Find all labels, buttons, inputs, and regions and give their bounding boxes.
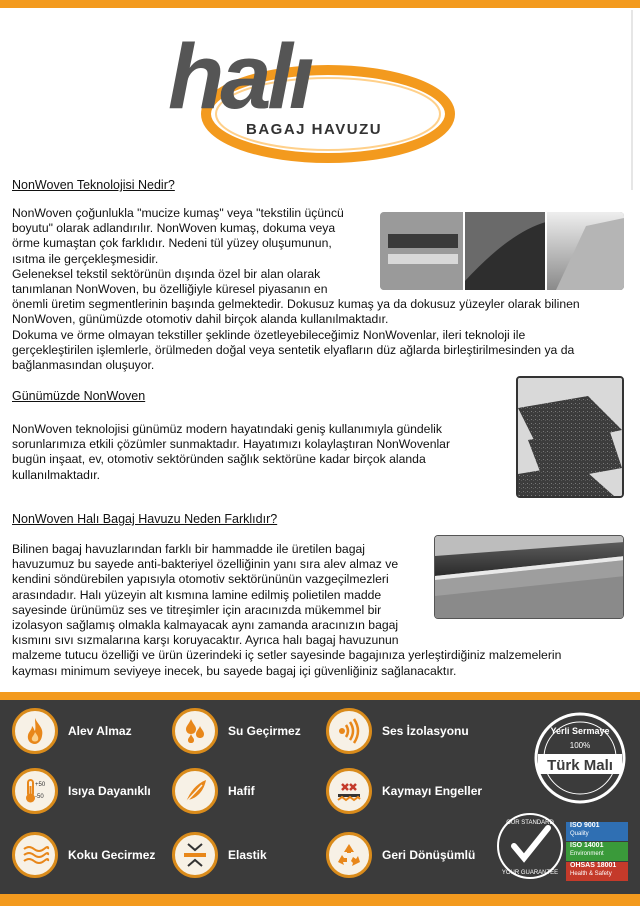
checkmark-icon: [514, 828, 548, 858]
thermo-plus: +50: [35, 782, 46, 788]
thermo-minus: -50: [35, 794, 44, 800]
feature-label: Kaymayı Engeller: [382, 784, 483, 798]
feature-odor-proof: [12, 832, 155, 878]
guarantee-top-text: OUR STANDARD: [506, 820, 554, 826]
section2-line: sorunlarımıza etkili çözümler sunmaktadır. Hayatımızı kolaylaştıran NonWovenlar: [12, 437, 451, 452]
recycle-icon: [326, 832, 372, 878]
feature-heat-resistant: [12, 768, 151, 814]
feature-label: Isıya Dayanıklı: [68, 784, 151, 798]
section3-line: kısmını sıvı sızmalarına karşı koruyacaktır. Ayrıca halı bagaj havuzunun: [12, 633, 399, 648]
section1-line: tanımlanan NonWoven, bu özelliğiyle küresel piyasanın en: [12, 282, 328, 297]
section3-line: malzeme tutucu özelliği ve ürün üzerindeki iç setler sayesinde bagajınıza yerleştirdiğiniz malzemelerin: [12, 648, 562, 663]
seal-percent: 100%: [569, 741, 591, 750]
section3-heading: NonWoven Halı Bagaj Havuzu Neden Farklıdır?: [12, 512, 278, 526]
section1-line: gerçekleştirilen işlemlerle, örülmeden doğal veya sentetik elyafların düz ağlarda birleştirilmesinden ya da: [12, 342, 575, 357]
section2-line: bugün inşaat, ev, otomotiv sektöründen sağlık sektörüne kadar birçok alanda: [12, 452, 426, 467]
feather-icon: [172, 768, 218, 814]
section2-line: NonWoven teknolojisi günümüz modern hayatındaki geniş kullanımıyla gündelik: [12, 422, 442, 436]
feature-label: Elastik: [228, 848, 267, 862]
top-accent-bar: [0, 0, 640, 8]
feature-label: Koku Gecirmez: [68, 848, 156, 862]
iso-14001-badge: [566, 842, 628, 861]
iso-certificates: [566, 822, 628, 882]
guarantee-badge: [494, 810, 566, 882]
feature-label: Ses İzolasyonu: [382, 724, 469, 738]
section1-line: Dokuma ve örme olmayan tekstiller şeklinde özetleyebileceğimiz NonWovenlar, ileri teknoloji ile: [12, 327, 526, 342]
section3-line: kendini söndürebilen yapısıyla otomotiv sektörününün vazgeçilmezleri: [12, 572, 389, 587]
anti-slip-icon: [326, 768, 372, 814]
guarantee-bottom-text: YOUR GUARANTEE: [501, 870, 559, 876]
ohsas-18001-badge: [566, 862, 628, 881]
seal-top-text: Yerli Sermaye: [550, 726, 610, 736]
panel-accent-top: [0, 692, 640, 700]
feature-fire-resistant: [12, 708, 132, 754]
brand-logo: [160, 30, 460, 170]
section1-line: NonWoven, günümüzde otomotiv dahil birçok alanda kullanılmaktadır.: [12, 312, 389, 327]
iso-desc: Health & Safety: [570, 871, 612, 877]
iso-9001-badge: [566, 822, 628, 841]
section3-line: havuzumuz bu sayede anti-bakteriyel özelliğinin yanı sıra alev almaz ve: [12, 557, 399, 572]
nonwoven-sheets-photo: [516, 376, 624, 498]
flame-icon: [12, 708, 58, 754]
feature-sound-insulation: [326, 708, 469, 754]
feature-waterproof: [172, 708, 301, 754]
sound-waves-icon: [326, 708, 372, 754]
section3-line: kayması minimum seviyeye inecek, bu sayede bagaj içi güvenliğiniz sağlanacaktır.: [12, 663, 457, 678]
iso-desc: Environment: [570, 851, 604, 857]
section1-line: bağlanmasından oluşuyor.: [12, 358, 155, 373]
iso-code: ISO 9001: [570, 822, 600, 829]
section1-line: örme kumaştan çok farklıdır. Nedeni tül yüzey oluşumunun,: [12, 236, 332, 251]
logo-wordmark: halı: [168, 30, 311, 128]
feature-label: Alev Almaz: [68, 724, 132, 738]
section1-heading: NonWoven Teknolojisi Nedir?: [12, 178, 175, 192]
water-drops-icon: [172, 708, 218, 754]
iso-desc: Quality: [570, 831, 589, 837]
section1-line: NonWoven çoğunlukla "mucize kumaş" veya "tekstilin üçüncü: [12, 206, 344, 220]
production-line-photo: [380, 212, 624, 290]
section3-line: sayesinde ürünümüz ses ve titreşimler için aracınızda mükemmel bir: [12, 602, 382, 617]
feature-label: Su Geçirmez: [228, 724, 301, 738]
feature-anti-slip: [326, 768, 482, 814]
feature-recyclable: [326, 832, 475, 878]
elastic-arrows-icon: [172, 832, 218, 878]
section1-line: Geleneksel tekstil sektörünün dışında özel bir alan olarak: [12, 266, 321, 281]
section2-body: [12, 422, 450, 483]
odor-waves-icon: [12, 832, 58, 878]
section2-line: kullanılmaktadır.: [12, 467, 101, 482]
feature-label: Hafif: [228, 784, 255, 798]
section3-line: Bilinen bagaj havuzlarından farklı bir hammadde ile üretilen bagaj: [12, 542, 365, 556]
feature-lightweight: [172, 768, 255, 814]
turk-mali-seal: [532, 710, 628, 806]
logo-graphic: [160, 30, 460, 170]
feature-elastic: [172, 832, 267, 878]
feature-label: Geri Dönüşümlü: [382, 848, 476, 862]
section1-line: ısıtma ile gerçekleşmesidir.: [12, 251, 159, 266]
iso-code: ISO 14001: [570, 842, 604, 849]
panel-accent-bottom: [0, 894, 640, 906]
scrollbar-track: [631, 10, 633, 190]
section2-heading: Günümüzde NonWoven: [12, 389, 146, 403]
section1-line: boyutu" olarak adlandırılır. NonWoven kumaş, dokuma veya: [12, 221, 336, 236]
logo-tagline: BAGAJ HAVUZU: [246, 121, 383, 138]
carpet-layer-photo: [434, 535, 624, 619]
thermometer-icon: [12, 768, 58, 814]
features-panel: [0, 692, 640, 906]
section1-line: önemli üretim segmentlerinin başında gelmektedir. Dokusuz kumaş ya da dokusuz yüzeyler olarak bilinen: [12, 297, 580, 312]
iso-code: OHSAS 18001: [570, 862, 617, 869]
section3-line: izolasyon sağlamış olmakla kalmayacak aynı zamanda aracınızın bagaj: [12, 618, 399, 633]
seal-main-text: Türk Malı: [547, 757, 613, 774]
section3-line: arasındadır. Halı yüzeyin alt kısmına lamine edilmiş polietilen madde: [12, 587, 382, 602]
